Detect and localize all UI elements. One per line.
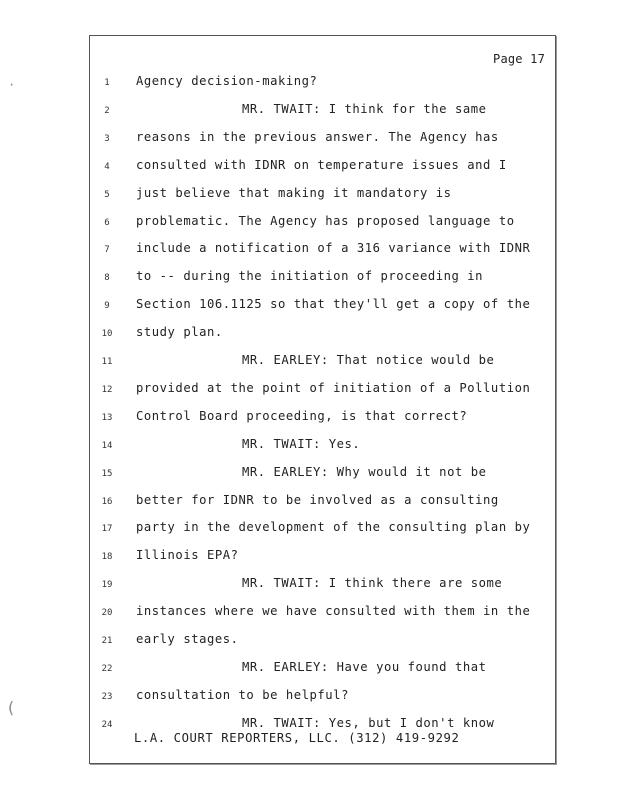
line-text: MR. TWAIT: I think there are some: [242, 576, 503, 591]
line-number: 1: [104, 78, 110, 88]
transcript-line: [90, 493, 555, 513]
line-number: 21: [101, 636, 113, 646]
line-number: 6: [104, 217, 110, 228]
scan-mark: ·: [8, 78, 16, 92]
transcript-line: [90, 465, 555, 485]
line-text: MR. EARLEY: Why would it not be: [242, 464, 487, 479]
line-number: 7: [104, 245, 110, 256]
line-text: Section 106.1125 so that they'll get a copy of the: [136, 297, 531, 312]
transcript-line: [90, 186, 555, 206]
transcript-line: [90, 158, 555, 178]
line-number: 9: [104, 301, 110, 312]
line-text: better for IDNR to be involved as a consulting: [136, 492, 499, 507]
line-text: to -- during the initiation of proceeding in: [136, 269, 484, 284]
line-text: MR. TWAIT: Yes.: [242, 436, 361, 451]
transcript-line: [90, 632, 555, 652]
line-text: just believe that making it mandatory is: [136, 185, 452, 200]
line-number: 16: [101, 496, 113, 507]
transcript-line: [90, 520, 555, 540]
transcript-line: [90, 353, 555, 373]
transcript-line: [90, 269, 555, 289]
line-number: 14: [101, 440, 113, 451]
line-number: 8: [104, 273, 110, 284]
transcript-line: [90, 437, 555, 457]
line-text: consultation to be helpful?: [136, 687, 349, 702]
line-text: study plan.: [136, 325, 223, 340]
line-text: MR. TWAIT: Yes, but I don't know: [242, 715, 495, 730]
line-number: 4: [104, 161, 110, 172]
line-number: 3: [104, 133, 110, 144]
transcript-line: [90, 74, 555, 94]
transcript-line: [90, 604, 555, 624]
transcript-line: [90, 409, 555, 429]
line-text: MR. EARLEY: Have you found that: [242, 659, 487, 674]
line-number: 13: [101, 412, 113, 423]
transcript-line: [90, 130, 555, 150]
line-text: reasons in the previous answer. The Agency has: [136, 129, 499, 144]
line-number: 10: [101, 329, 113, 340]
transcript-line: [90, 548, 555, 568]
transcript-page: [89, 35, 556, 764]
transcript-line: [90, 241, 555, 261]
line-text: Illinois EPA?: [136, 548, 239, 563]
line-text: instances where we have consulted with them in the: [136, 604, 531, 619]
line-number: 12: [101, 384, 113, 395]
line-text: MR. EARLEY: That notice would be: [242, 353, 495, 367]
line-text: early stages.: [136, 632, 239, 646]
transcript-line: [90, 688, 555, 708]
line-text: party in the development of the consulting plan by: [136, 520, 531, 535]
transcript-line: [90, 297, 555, 317]
line-number: 15: [101, 468, 113, 479]
line-number: 20: [101, 608, 113, 619]
line-number: 24: [101, 719, 113, 730]
transcript-line: [90, 660, 555, 680]
reporter-footer: L.A. COURT REPORTERS, LLC. (312) 419-9292: [134, 731, 460, 745]
line-number: 11: [101, 357, 113, 367]
line-number: 23: [101, 691, 113, 702]
line-number: 22: [101, 663, 113, 674]
line-text: problematic. The Agency has proposed language to: [136, 213, 515, 228]
transcript-line: [90, 576, 555, 596]
scan-mark: (: [6, 698, 16, 717]
line-number: 17: [101, 524, 113, 535]
line-number: 19: [101, 580, 113, 591]
line-text: Control Board proceeding, is that correct?: [136, 408, 468, 423]
transcript-line: [90, 381, 555, 401]
line-number: 2: [104, 105, 110, 116]
transcript-line: [90, 102, 555, 122]
transcript-line: [90, 214, 555, 234]
page-number: Page 17: [493, 52, 545, 66]
line-text: Agency decision-making?: [136, 74, 318, 88]
line-text: MR. TWAIT: I think for the same: [242, 101, 487, 116]
line-number: 5: [104, 189, 110, 200]
line-text: include a notification of a 316 variance with IDNR: [136, 241, 531, 256]
line-text: consulted with IDNR on temperature issues and I: [136, 157, 507, 172]
line-text: provided at the point of initiation of a Pollution: [136, 380, 531, 395]
transcript-line: [90, 325, 555, 345]
line-number: 18: [101, 552, 113, 563]
